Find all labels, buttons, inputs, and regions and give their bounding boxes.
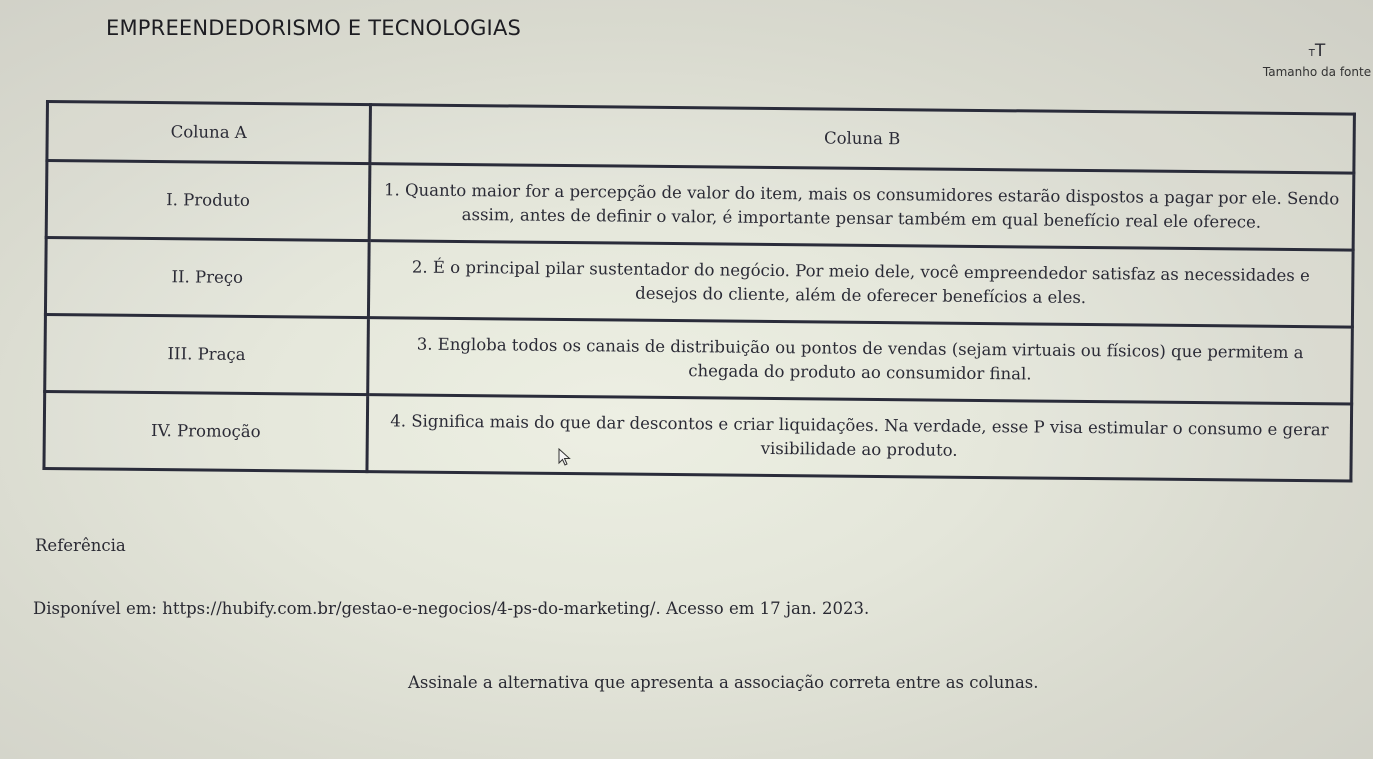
question-prompt: Assinale a alternativa que apresenta a associação correta entre as colunas. bbox=[408, 673, 1039, 692]
column-b-cell: 1. Quanto maior for a percepção de valor do item, mais os consumidores estarão dispostos a pagar por ele. Sendo assim, antes de definir o valor, é importante pensar também em qual benefício real ele oferece. bbox=[369, 164, 1354, 250]
font-size-label: Tamanho da fonte bbox=[1262, 65, 1372, 79]
column-a-cell: IV. Promoção bbox=[44, 392, 368, 472]
table-row bbox=[44, 392, 1352, 482]
table-row bbox=[45, 315, 1353, 405]
association-table bbox=[42, 100, 1355, 483]
table-row bbox=[46, 161, 1354, 251]
mouse-pointer-icon bbox=[558, 448, 572, 466]
reference-heading: Referência bbox=[35, 536, 126, 555]
column-a-cell: II. Preço bbox=[45, 238, 369, 318]
page-title: EMPREENDEDORISMO E TECNOLOGIAS bbox=[106, 16, 522, 40]
column-b-cell: 2. É o principal pilar sustentador do negócio. Por meio dele, você empreendedor satisfaz as necessidades e desejos do cliente, além de oferecer benefícios a eles. bbox=[368, 241, 1353, 327]
table-row bbox=[45, 238, 1353, 328]
reference-text: Disponível em: https://hubify.com.br/gestao-e-negocios/4-ps-do-marketing/. Acesso em 17 jan. 2023. bbox=[33, 599, 870, 618]
font-size-button[interactable] bbox=[1261, 42, 1373, 79]
column-a-cell: III. Praça bbox=[45, 315, 369, 395]
column-b-cell: 4. Significa mais do que dar descontos e criar liquidações. Na verdade, esse P visa estimular o consumo e gerar visibilidade ao produto. bbox=[367, 395, 1352, 481]
column-a-cell: I. Produto bbox=[46, 161, 370, 241]
column-b-cell: 3. Engloba todos os canais de distribuição ou pontos de vendas (sejam virtuais ou físicos) que permitem a chegada do produto ao consumidor final. bbox=[368, 318, 1353, 404]
column-a-header: Coluna A bbox=[47, 102, 371, 164]
text-size-icon: TT bbox=[1308, 41, 1326, 61]
column-b-header: Coluna B bbox=[370, 105, 1355, 173]
